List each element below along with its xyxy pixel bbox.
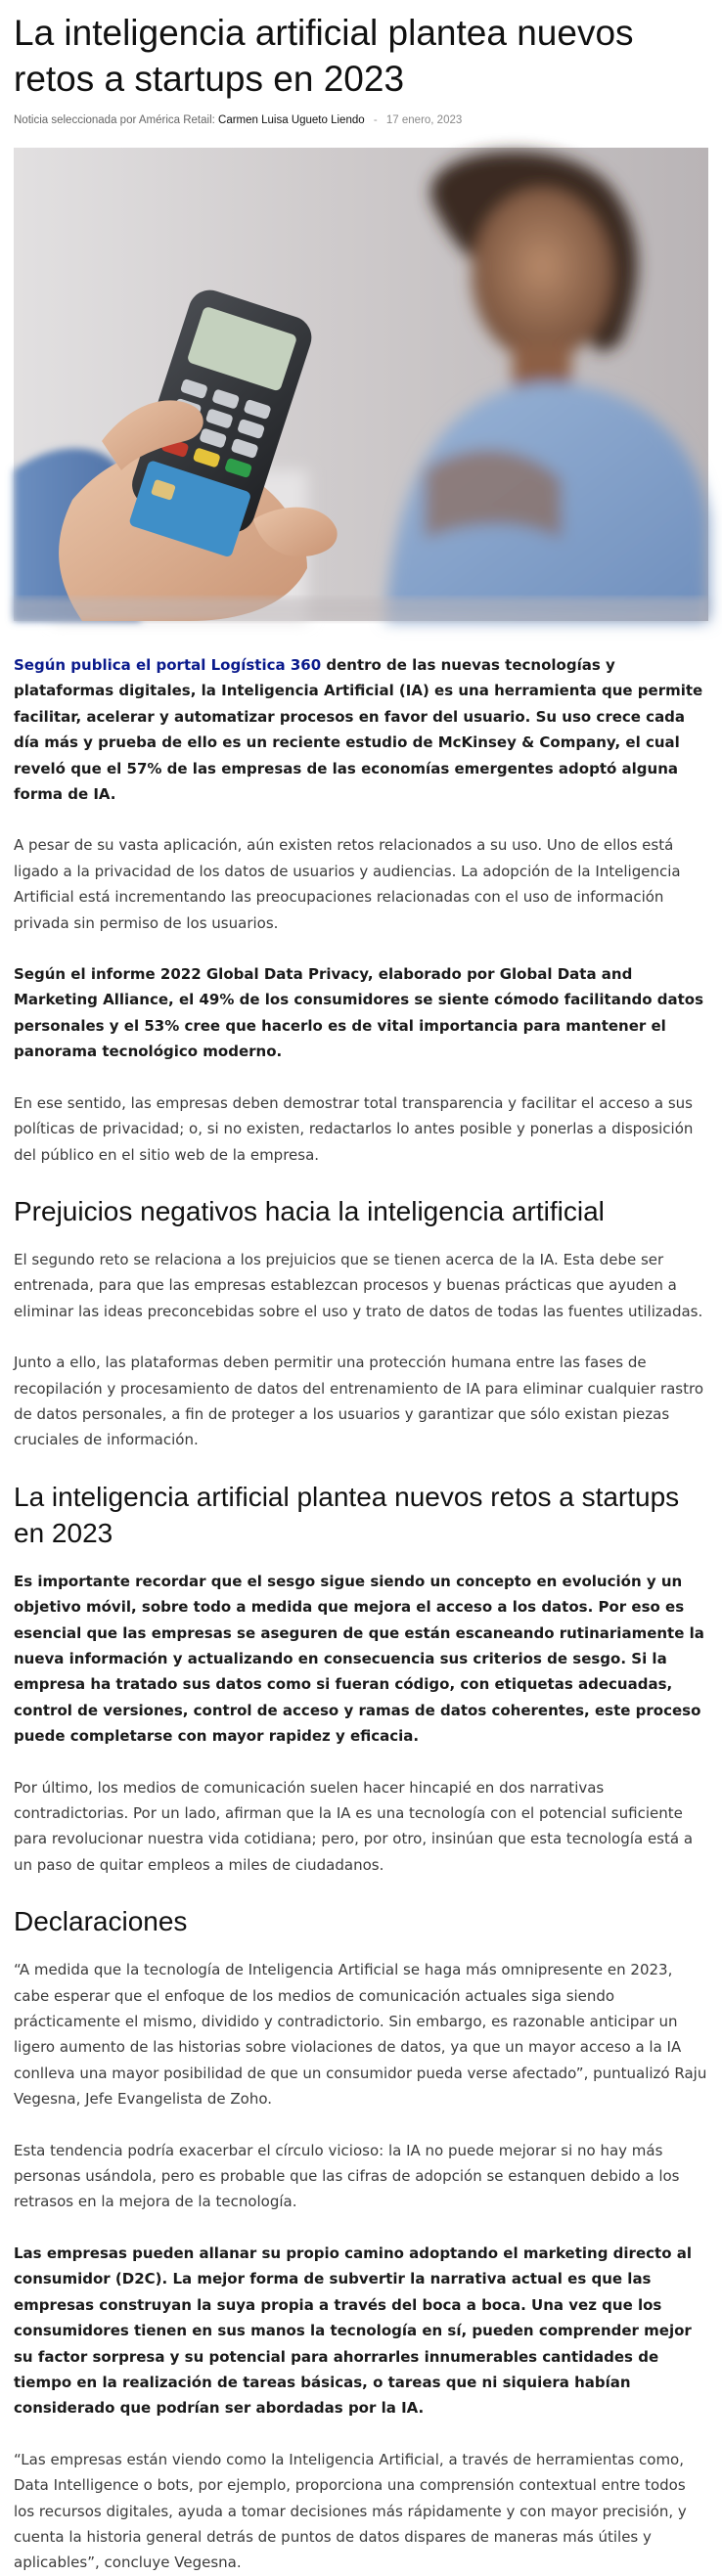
paragraph-privacy-challenge: A pesar de su vasta aplicación, aún existen retos relacionados a su uso. Uno de ellos está ligado a la privacidad de los datos de usuarios y audiencias. La adopción de la Inteligencia Artificial está incrementando las preocupaciones relacionadas con el uso de información privada sin permiso de los usuarios.: [14, 836, 681, 932]
heading-new-challenges: La inteligencia artificial plantea nuevos retos a startups en 2023: [14, 1481, 680, 1548]
hero-illustration: [14, 148, 708, 621]
source-link[interactable]: Según publica el portal Logística 360: [14, 656, 322, 674]
author-link[interactable]: Carmen Luisa Ugueto Liendo: [218, 114, 365, 126]
paragraph-vicious-circle: Esta tendencia podría exacerbar el círculo vicioso: la IA no puede mejorar si no hay más personas usándola, pero es probable que las cifras de adopción se estanquen debido a los retrasos en la mejora de la tecnología.: [14, 2141, 680, 2211]
paragraph-media-narratives: Por último, los medios de comunicación suelen hacer hincapié en dos narrativas contradictorias. Por un lado, afirman que la IA es una tecnología con el potencial suficiente para revolucionar nuestra vida cotidiana; pero, por otro, insinúan que esta tecnología está a un paso de quitar empleos a miles de ciudadanos.: [14, 1778, 694, 1874]
publish-date: 17 enero, 2023: [385, 114, 463, 126]
paragraph-global-data-privacy: Según el informe 2022 Global Data Privacy, elaborado por Global Data and Marketing Alliance, el 49% de los consumidores se siente cómodo facilitando datos personales y el 53% cree que hacerlo es de vital importancia para mantener el panorama tecnológico moderno.: [14, 965, 704, 1061]
article-title: La inteligencia artificial plantea nuevos retos a startups en 2023: [14, 13, 634, 99]
heading-declarations: Declaraciones: [14, 1906, 188, 1937]
paragraph-transparency: En ese sentido, las empresas deben demostrar total transparencia y facilitar el acceso a sus políticas de privacidad; o, si no existen, redactarlos lo antes posible y ponerlas a disposición del público en el sitio web de la empresa.: [14, 1093, 694, 1164]
heading-prejudices: Prejuicios negativos hacia la inteligencia artificial: [14, 1195, 605, 1226]
article-body: [14, 652, 708, 2576]
paragraph-second-challenge: El segundo reto se relaciona a los prejuicios que se tienen acerca de la IA. Esta debe ser entrenada, para que las empresas establezcan procesos y buenas prácticas que ayuden a eliminar las ideas preconcebidas sobre el uso y trato de datos de todas las fuentes utilizadas.: [14, 1250, 703, 1320]
paragraph-quote-vegesna: “A medida que la tecnología de Inteligencia Artificial se haga más omnipresente en 2023, cabe esperar que el enfoque de los medios de comunicación actuales siga siendo prácticamente el mismo, dividido y contradictorio. Sin embargo, es razonable anticipar un ligero aumento de las historias sobre violaciones de datos, ya que un mayor acceso a la IA conlleva una mayor posibilidad de que un consumidor pueda verse afectado”, puntualizó Raju Vegesna, Jefe Evangelista de Zoho.: [14, 1961, 707, 2109]
paragraph-closing-quote: “Las empresas están viendo como la Inteligencia Artificial, a través de herramientas como, Data Intelligence o bots, por ejemplo, proporciona una comprensión contextual entre todos los recursos digitales, ayuda a tomar decisiones más rápidamente y con mayor precisión, y cuenta la historia general detrás de puntos de datos dispares de maneras más útiles y aplicables”, concluye Vegesna.: [14, 2450, 687, 2572]
byline-prefix: Noticia seleccionada por América Retail:: [14, 114, 215, 126]
hero-image: [14, 148, 708, 621]
lead-text: dentro de las nuevas tecnologías y plataformas digitales, la Inteligencia Artificial (IA) es una herramienta que permite facilitar, acelerar y automatizar procesos en favor del usuario. Su uso crece cada día más y prueba de ello es un reciente estudio de McKinsey & Company, el cual reveló que el 57% de las empresas de las economías emergentes adoptó alguna forma de IA.: [14, 656, 703, 804]
paragraph-bias: Es importante recordar que el sesgo sigue siendo un concepto en evolución y un objetivo móvil, sobre todo a medida que mejora el acceso a los datos. Por eso es esencial que las empresas se aseguren de que están escaneando rutinariamente la nueva información y actualizando en consecuencia sus criterios de sesgo. Si la empresa ha tratado sus datos como si fueran código, con etiquetas adecuadas, control de versiones, control de acceso y ramas de datos coherentes, este proceso puede completarse con mayor rapidez y eficacia.: [14, 1572, 704, 1746]
lead-paragraph: [14, 652, 708, 807]
byline-separator: -: [373, 114, 378, 126]
paragraph-d2c-marketing: Las empresas pueden allanar su propio camino adoptando el marketing directo al consumidor (D2C). La mejor forma de subvertir la narrativa actual es que las empresas construyan la suya propia a través del boca a boca. Una vez que los consumidores tienen en sus manos la tecnología en sí, pueden comprender mejor su factor sorpresa y su potencial para ahorrarles innumerables cantidades de tiempo en la realización de tareas básicas, o tareas que ni siquiera habían considerado que podrían ser abordadas por la IA.: [14, 2243, 692, 2418]
paragraph-human-protection: Junto a ello, las plataformas deben permitir una protección humana entre las fases de recopilación y procesamiento de datos del entrenamiento de IA para eliminar cualquier rastro de datos personales, a fin de proteger a los usuarios y garantizar que sólo existan piezas cruciales de información.: [14, 1354, 704, 1449]
article-byline: [14, 114, 708, 126]
